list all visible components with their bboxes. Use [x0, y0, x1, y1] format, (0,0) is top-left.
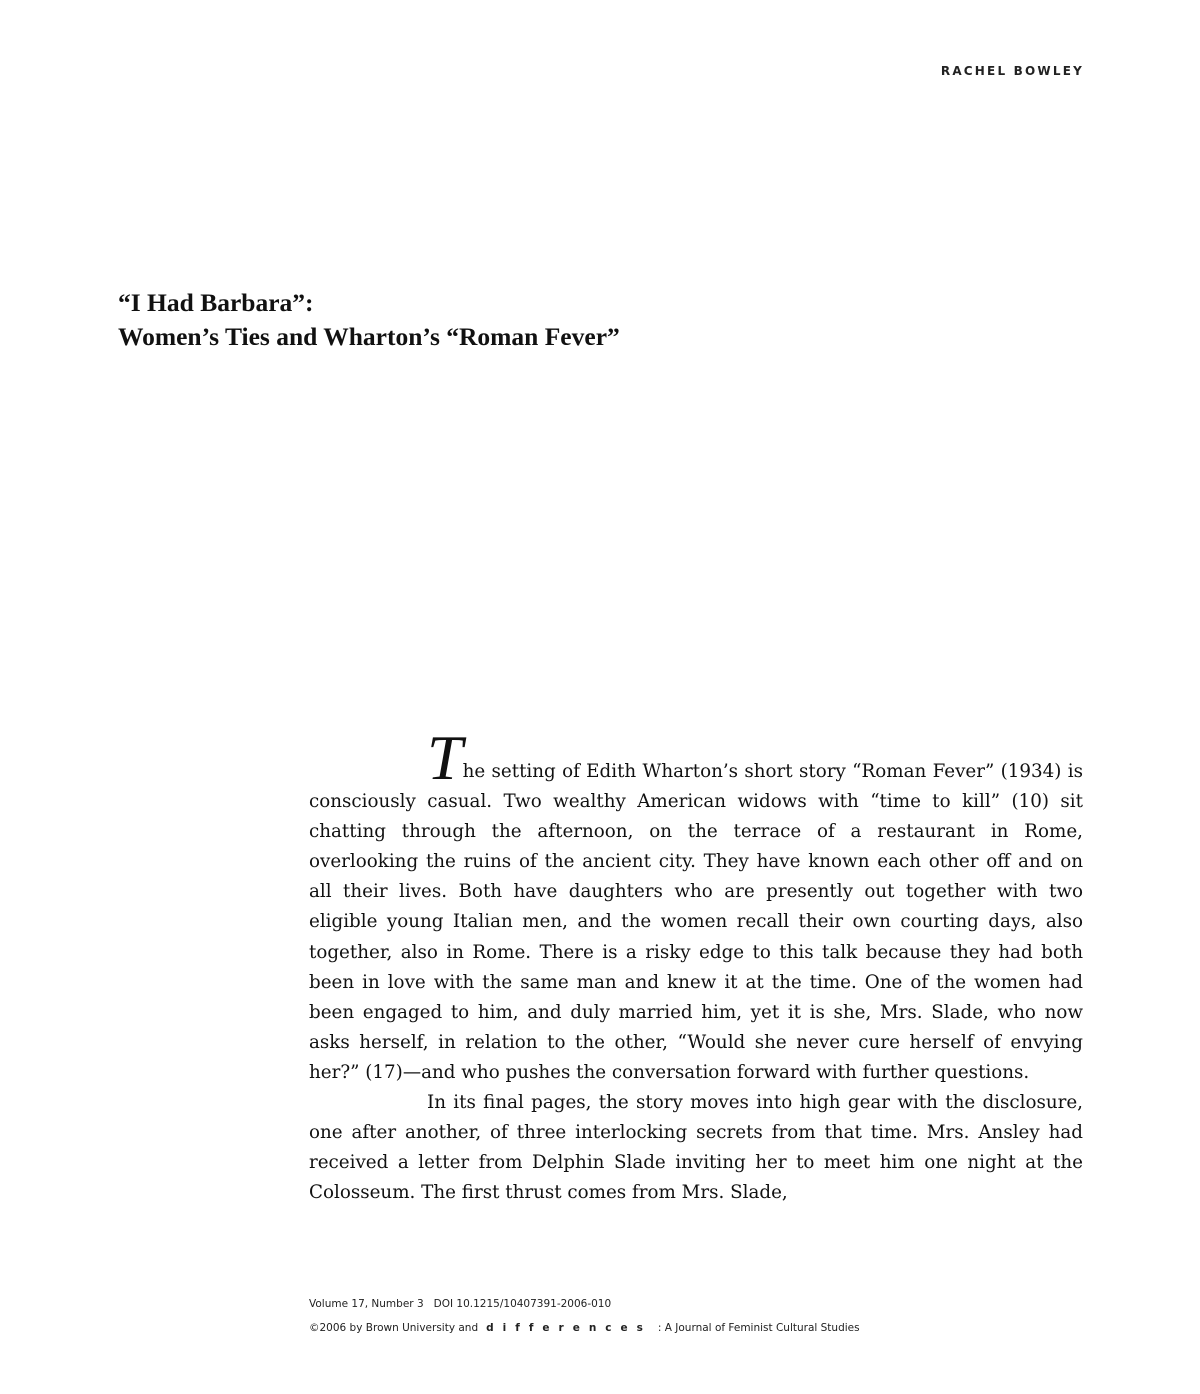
- article-title: [118, 286, 620, 354]
- article-body: [309, 722, 1083, 1208]
- footer-line-2: [309, 1316, 860, 1340]
- footer-line-1: [309, 1292, 860, 1316]
- body-paragraph-1-text: he setting of Edith Wharton’s short story “Roman Fever” (1934) is consciously casual. Two wealthy American widows with “time to kill” (10) sit chatting through the afternoon, on the terrace of a restaurant in Rome, overlooking the ruins of the ancient city. They have known each other off and on all their lives. Both have daughters who are presently out together with two eligible young Italian men, and the women recall their own courting days, also together, also in Rome. There is a risky edge to this talk because they had both been in love with the same man and knew it at the time. One of the women had been engaged to him, and duly married him, yet it is she, Mrs. Slade, who now asks herself, in relation to the other, “Would she never cure herself of envying her?” (17)—and who pushes the conversation forward with further questions.: [309, 761, 1083, 1083]
- page-footer: [309, 1292, 860, 1340]
- journal-subtitle: : A Journal of Feminist Cultural Studies: [657, 1322, 860, 1334]
- body-paragraph-1: [309, 722, 1083, 1088]
- article-title-line-2: Women’s Ties and Wharton’s “Roman Fever”: [118, 322, 620, 351]
- volume-info: Volume 17, Number 3: [309, 1298, 424, 1310]
- doi: DOI 10.1215/10407391-2006-010: [433, 1298, 612, 1310]
- copyright: ©2006 by Brown University and: [309, 1322, 479, 1334]
- drop-cap: T: [427, 722, 463, 793]
- article-title-line-1: “I Had Barbara”:: [118, 288, 314, 317]
- body-paragraph-2: In its final pages, the story moves into high gear with the disclosure, one after another, of three interlocking secrets from that time. Mrs. Ansley had received a letter from Delphin Slade inviting her to meet him one night at the Colosseum. The first thrust comes from Mrs. Slade,: [309, 1092, 1083, 1204]
- running-head-author: RACHEL BOWLEY: [940, 64, 1084, 78]
- journal-name: differences: [486, 1322, 652, 1334]
